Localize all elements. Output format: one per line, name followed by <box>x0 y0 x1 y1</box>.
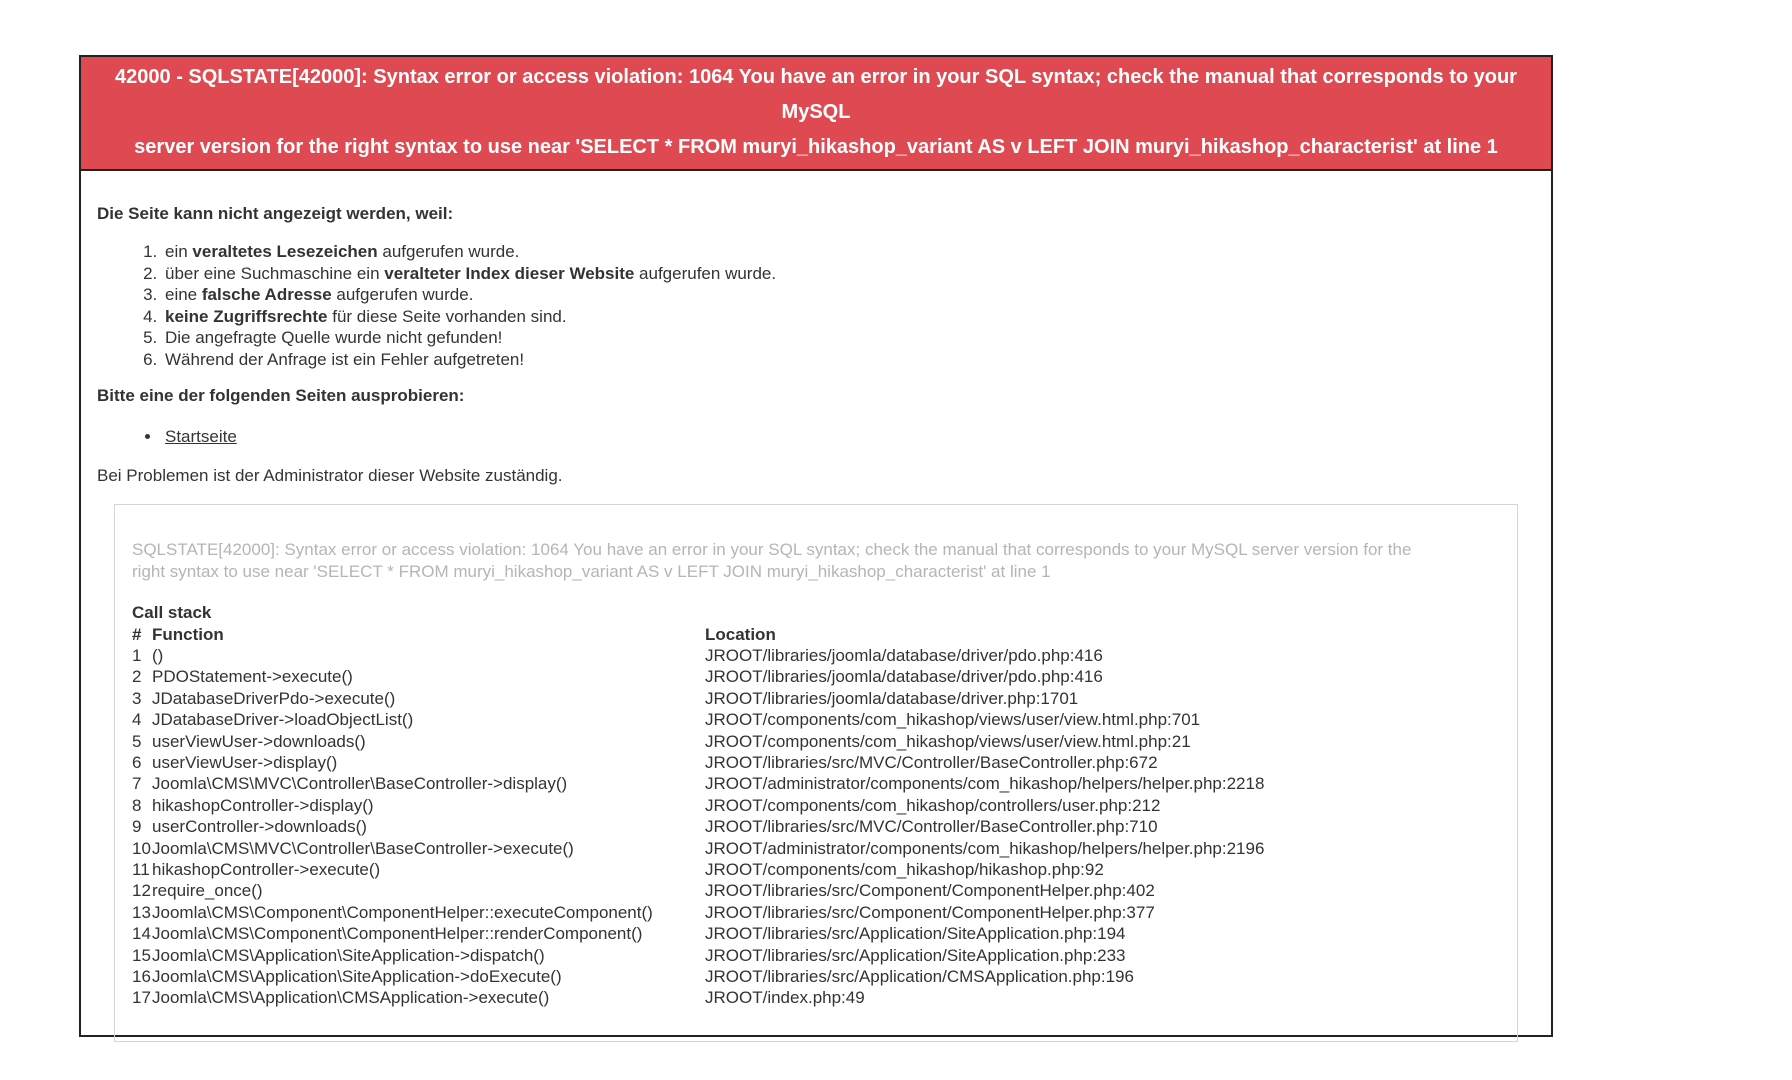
callstack-location-cell: JROOT/libraries/src/Component/ComponentHelper.php:377 <box>705 902 1155 922</box>
column-header-function: Function <box>152 624 224 644</box>
callstack-location-cell: JROOT/administrator/components/com_hikashop/helpers/helper.php:2218 <box>705 774 1265 794</box>
callstack-location-cell: JROOT/libraries/joomla/database/driver/pdo.php:416 <box>705 645 1103 665</box>
error-banner <box>81 57 1551 171</box>
startseite-link[interactable]: Startseite <box>165 427 237 446</box>
reason-item: 1. ein veraltetes Lesezeichen aufgerufen wurde. <box>162 241 1535 263</box>
callstack-location-cell: JROOT/components/com_hikashop/controllers/user.php:212 <box>705 795 1161 815</box>
callstack-location-cell: JROOT/libraries/joomla/database/driver.php:1701 <box>705 688 1079 708</box>
callstack-num-cell: 12 <box>132 881 151 901</box>
callstack-function-cell: JDatabaseDriver->loadObjectList() <box>152 710 414 730</box>
callstack-num-cell: 3 <box>132 688 142 708</box>
callstack-function-cell: userController->downloads() <box>152 817 367 837</box>
table-row <box>132 902 1264 923</box>
callstack-function-cell: Joomla\CMS\MVC\Controller\BaseController->display() <box>152 774 568 794</box>
reason-item: 3. eine falsche Adresse aufgerufen wurde. <box>162 284 1535 306</box>
callstack-function-cell: JDatabaseDriverPdo->execute() <box>152 688 396 708</box>
callstack-location-cell: JROOT/components/com_hikashop/hikashop.php:92 <box>705 859 1104 879</box>
table-row <box>132 945 1264 966</box>
callstack-num-cell: 11 <box>132 859 150 879</box>
reason-item: 4. keine Zugriffsrechte für diese Seite vorhanden sind. <box>162 306 1535 328</box>
table-row <box>132 859 1264 880</box>
callstack-location-cell: JROOT/libraries/src/MVC/Controller/BaseController.php:672 <box>705 752 1158 772</box>
reasons-list <box>97 241 1535 370</box>
callstack-num-cell: 13 <box>132 902 151 922</box>
callstack-location-cell: JROOT/libraries/src/MVC/Controller/BaseController.php:710 <box>705 817 1158 837</box>
error-page-frame <box>79 55 1553 1037</box>
callstack-num-cell: 15 <box>132 945 151 965</box>
table-row <box>132 923 1264 944</box>
callstack-location-cell: JROOT/index.php:49 <box>705 988 865 1008</box>
cannot-display-heading: Die Seite kann nicht angezeigt werden, weil: <box>97 204 454 223</box>
callstack-num-cell: 17 <box>132 988 151 1008</box>
callstack-location-cell: JROOT/libraries/src/Application/CMSApplication.php:196 <box>705 967 1134 986</box>
debug-message <box>132 539 1500 582</box>
callstack-num-cell: 1 <box>132 645 142 665</box>
callstack-function-cell: Joomla\CMS\Application\CMSApplication->execute() <box>152 988 550 1008</box>
debug-box <box>114 504 1518 1042</box>
callstack-table <box>132 624 1264 1009</box>
callstack-location-cell: JROOT/components/com_hikashop/views/user/view.html.php:701 <box>705 710 1201 730</box>
callstack-function-cell: Joomla\CMS\Component\ComponentHelper::renderComponent() <box>152 924 643 944</box>
callstack-num-cell: 16 <box>132 967 151 986</box>
callstack-num-cell: 7 <box>132 774 142 794</box>
callstack-num-cell: 14 <box>132 924 151 944</box>
table-row <box>132 987 1264 1008</box>
table-row <box>132 731 1264 752</box>
callstack-location-cell: JROOT/libraries/src/Component/ComponentHelper.php:402 <box>705 881 1155 901</box>
table-row <box>132 838 1264 859</box>
callstack-location-cell: JROOT/administrator/components/com_hikashop/helpers/helper.php:2196 <box>705 838 1265 858</box>
callstack-location-cell: JROOT/components/com_hikashop/views/user/view.html.php:21 <box>705 731 1191 751</box>
reason-item: 5. Die angefragte Quelle wurde nicht gefunden! <box>162 327 1535 349</box>
callstack-title: Call stack <box>132 603 212 622</box>
try-pages-heading: Bitte eine der folgenden Seiten ausprobieren: <box>97 386 465 405</box>
callstack-function-cell: () <box>152 645 164 665</box>
callstack-num-cell: 5 <box>132 731 142 751</box>
callstack-location-cell: JROOT/libraries/src/Application/SiteApplication.php:233 <box>705 945 1126 965</box>
table-row <box>132 688 1264 709</box>
suggested-links-list <box>97 426 1535 448</box>
callstack-header-row <box>132 624 1264 645</box>
callstack-function-cell: require_once() <box>152 881 263 901</box>
callstack-function-cell: PDOStatement->execute() <box>152 667 353 687</box>
admin-note: Bei Problemen ist der Administrator dieser Website zuständig. <box>97 466 563 485</box>
column-header-location: Location <box>705 624 776 644</box>
callstack-function-cell: userViewUser->downloads() <box>152 731 366 751</box>
table-row <box>132 666 1264 687</box>
reason-item: 6. Während der Anfrage ist ein Fehler aufgetreten! <box>162 349 1535 371</box>
callstack-function-cell: hikashopController->execute() <box>152 859 381 879</box>
reason-item: 2. über eine Suchmaschine ein veralteter Index dieser Website aufgerufen wurde. <box>162 263 1535 285</box>
callstack-function-cell: Joomla\CMS\Application\SiteApplication->doExecute() <box>152 967 562 986</box>
table-row <box>132 880 1264 901</box>
table-row <box>132 752 1264 773</box>
list-item <box>162 426 1535 448</box>
table-row <box>132 795 1264 816</box>
callstack-function-cell: Joomla\CMS\Application\SiteApplication->dispatch() <box>152 945 545 965</box>
callstack-function-cell: Joomla\CMS\MVC\Controller\BaseController->execute() <box>152 838 574 858</box>
debug-message-line-2: right syntax to use near 'SELECT * FROM muryi_hikashop_variant AS v LEFT JOIN muryi_hikashop_characterist' at line 1 <box>132 561 1051 581</box>
callstack-num-cell: 9 <box>132 817 142 837</box>
callstack-num-cell: 2 <box>132 667 142 687</box>
callstack-num-cell: 10 <box>132 838 151 858</box>
table-row <box>132 966 1264 987</box>
callstack-num-cell: 6 <box>132 752 142 772</box>
table-row <box>132 645 1264 666</box>
callstack-num-cell: 8 <box>132 795 142 815</box>
callstack-body <box>132 645 1264 1009</box>
callstack-function-cell: hikashopController->display() <box>152 795 374 815</box>
callstack-location-cell: JROOT/libraries/src/Application/SiteApplication.php:194 <box>705 924 1126 944</box>
callstack-location-cell: JROOT/libraries/joomla/database/driver/pdo.php:416 <box>705 667 1103 687</box>
column-header-num: # <box>132 624 142 644</box>
error-banner-line-2: server version for the right syntax to use near 'SELECT * FROM muryi_hikashop_variant AS v LEFT JOIN muryi_hikashop_characterist' at line 1 <box>134 136 1498 158</box>
callstack-function-cell: userViewUser->display() <box>152 752 338 772</box>
table-row <box>132 816 1264 837</box>
error-content <box>81 171 1551 1042</box>
callstack-num-cell: 4 <box>132 710 142 730</box>
table-row <box>132 709 1264 730</box>
debug-message-line-1: SQLSTATE[42000]: Syntax error or access violation: 1064 You have an error in your SQL syntax; check the manual that corresponds to your MySQL server version for the <box>132 540 1412 559</box>
callstack-function-cell: Joomla\CMS\Component\ComponentHelper::executeComponent() <box>152 902 653 922</box>
table-row <box>132 773 1264 794</box>
error-banner-line-1: 42000 - SQLSTATE[42000]: Syntax error or access violation: 1064 You have an error in your SQL syntax; check the manual that corresponds to your MySQL <box>115 66 1517 123</box>
